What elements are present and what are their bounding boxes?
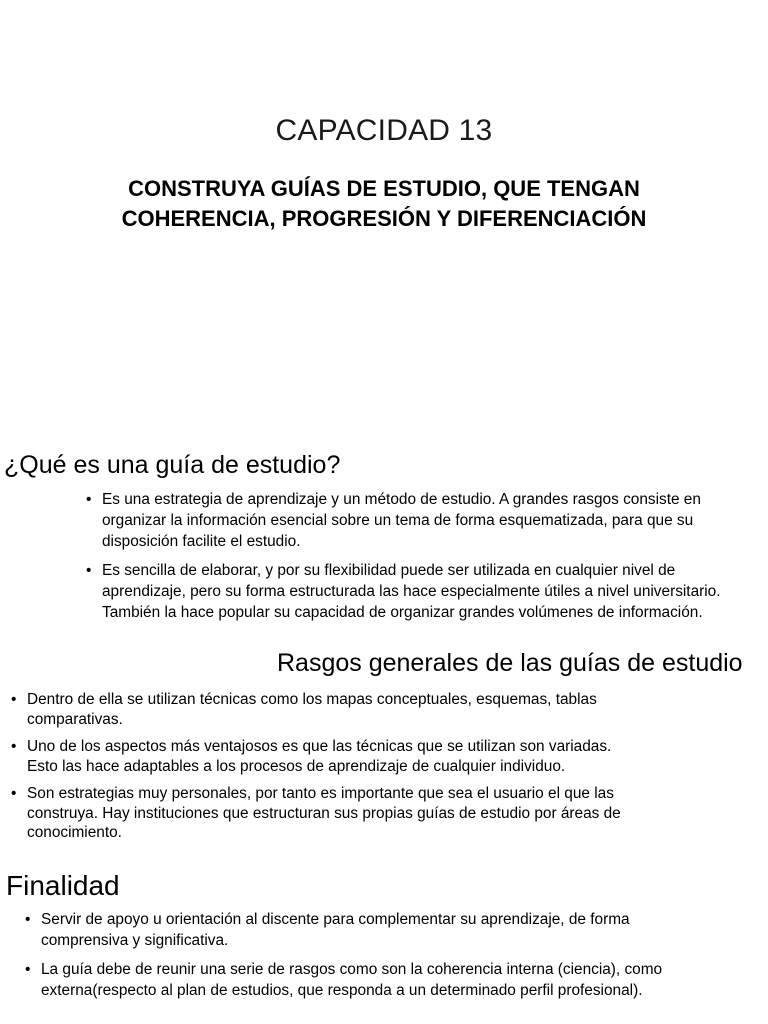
bullet-icon: • [86,561,92,579]
list-item-text: Son estrategias muy personales, por tanto es importante que sea el usuario el que las construya. Hay instituciones que estructuran sus propias guías de estudio por áreas de conocimiento. [27,785,621,841]
bullet-icon: • [86,491,92,508]
section-heading-rasgos: Rasgos generales de las guías de estudio [277,649,743,677]
list-item-text: Es sencilla de elaborar, y por su flexibilidad puede ser utilizada en cualquier nivel de aprendizaje, pero su forma estructurada las hace especialmente útiles a nivel universitario. También la hace popular su capacidad de organizar grandes volúmenes de información. [102,561,721,622]
bullet-icon: • [11,691,17,708]
list-item [11,737,643,776]
list-item-text: Dentro de ella se utilizan técnicas como los mapas conceptuales, esquemas, tablas comparativas. [27,691,597,728]
rasgos-bullet-list [11,690,643,851]
capacity-subtitle [60,174,708,234]
section-heading-finalidad: Finalidad [6,870,120,901]
list-item-text: Servir de apoyo u orientación al discente para complementar su aprendizaje, de forma comprensiva y significativa. [41,911,630,949]
bullet-icon: • [11,785,17,802]
list-item-text: La guía debe de reunir una serie de rasgos como son la coherencia interna (ciencia), como externa(respecto al plan de estudios, que responda a un determinado perfil profesional). [41,961,663,999]
list-item [86,560,738,624]
list-item [25,909,705,951]
finalidad-bullet-list [25,909,705,1009]
bullet-icon: • [11,738,17,755]
section-heading-que-es: ¿Qué es una guía de estudio? [4,451,341,479]
capacity-title: CAPACIDAD 13 [275,114,493,147]
list-item [86,489,738,553]
list-item-text: Es una estrategia de aprendizaje y un método de estudio. A grandes rasgos consiste en organizar la información esencial sobre un tema de forma esquematizada, para que su disposición facilite el estudio. [102,491,701,551]
list-item [25,959,705,1001]
bullet-icon: • [25,961,31,978]
que-es-bullet-list [86,489,738,630]
bullet-icon: • [25,911,31,928]
list-item [11,784,643,843]
list-item-text: Uno de los aspectos más ventajosos es que las técnicas que se utilizan son variadas. Esto las hace adaptables a los procesos de aprendizaje de cualquier individuo. [27,738,612,775]
subtitle-line-2: COHERENCIA, PROGRESIÓN Y DIFERENCIACIÓN [121,206,647,231]
subtitle-line-1: CONSTRUYA GUÍAS DE ESTUDIO, QUE TENGAN [128,176,640,201]
list-item [11,690,643,729]
